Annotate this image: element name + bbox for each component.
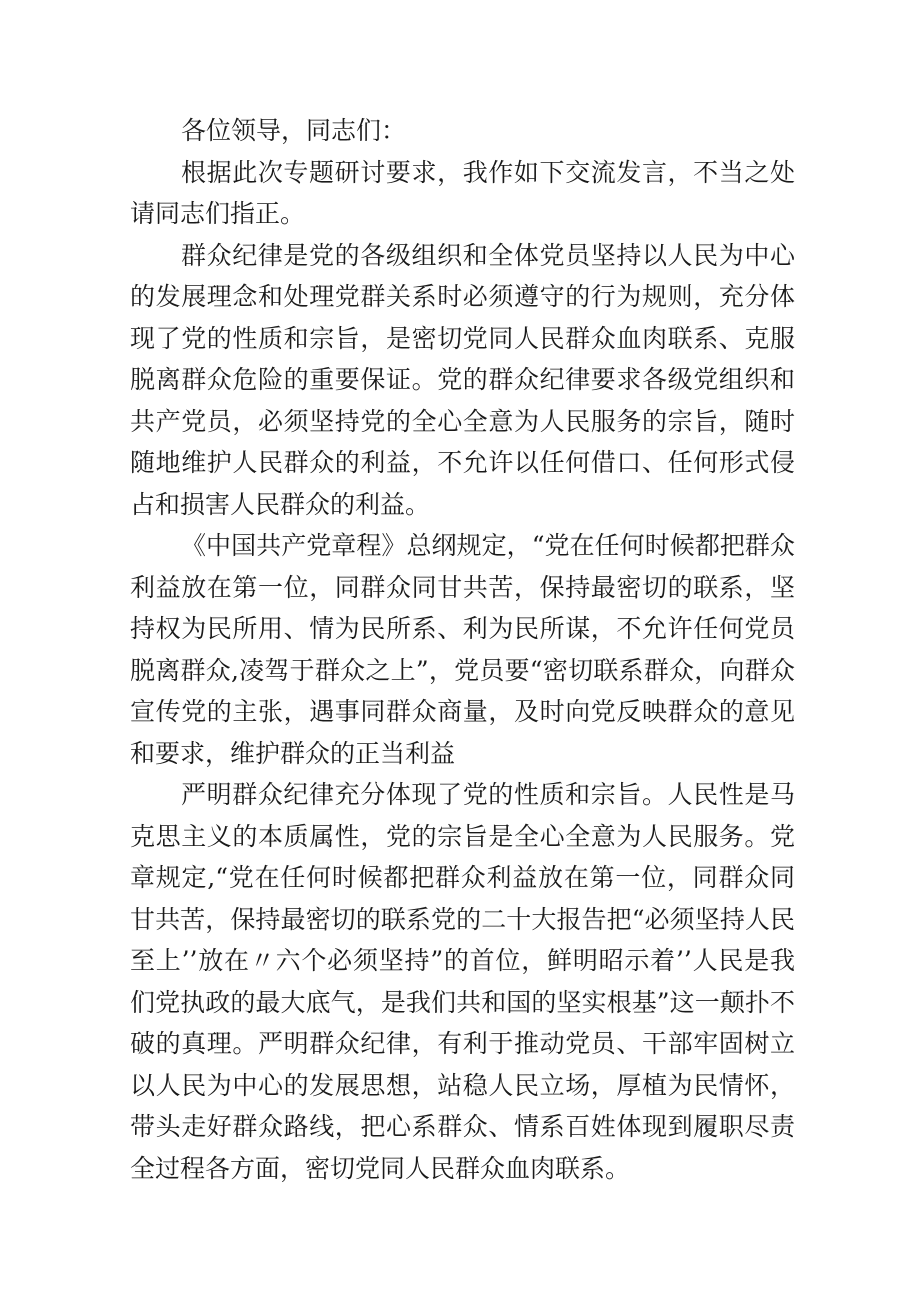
opening-paragraph: 根据此次专题研讨要求，我作如下交流发言，不当之处请同志们指正。 <box>130 157 795 228</box>
salutation: 各位领导，同志们： <box>181 116 407 145</box>
body-paragraph: 严明群众纪律充分体现了党的性质和宗旨。人民性是马克思主义的本质属性，党的宗旨是全心全意为人民服务。党章规定,“党在任何时候都把群众利益放在第一位，同群众同甘共苦，保持最密切的联系党的二十大报告把“必须坚持人民至上’’放在〃六个必须坚持”的首位，鲜明昭示着’’人民是我们党执政的最大底气，是我们共和国的坚实根基”这一颠扑不破的真理。严明群众纪律，有利于推动党员、干部牢固树立以人民为中心的发展思想，站稳人民立场，厚植为民情怀，带头走好群众路线，把心系群众、情系百姓体现到履职尽责全过程各方面，密切党同人民群众血肉联系。 <box>130 780 795 1183</box>
body-paragraph: 《中国共产党章程》总纲规定，“党在任何时候都把群众利益放在第一位，同群众同甘共苦，保持最密切的联系，坚持权为民所用、情为民所系、利为民所谋，不允许任何党员脱离群众,凌驾于群众之上”，党员要“密切联系群众，向群众宣传党的主张，遇事同群众商量，及时向党反映群众的意见和要求，维护群众的正当利益 <box>130 531 795 768</box>
body-paragraph: 群众纪律是党的各级组织和全体党员坚持以人民为中心的发展理念和处理党群关系时必须遵守的行为规则，充分体现了党的性质和宗旨，是密切党同人民群众血肉联系、克服脱离群众危险的重要保证。党的群众纪律要求各级党组织和共产党员，必须坚持党的全心全意为人民服务的宗旨，随时随地维护人民群众的利益，不允许以任何借口、任何形式侵占和损害人民群众的利益。 <box>130 240 795 519</box>
document-body <box>130 110 795 1189</box>
